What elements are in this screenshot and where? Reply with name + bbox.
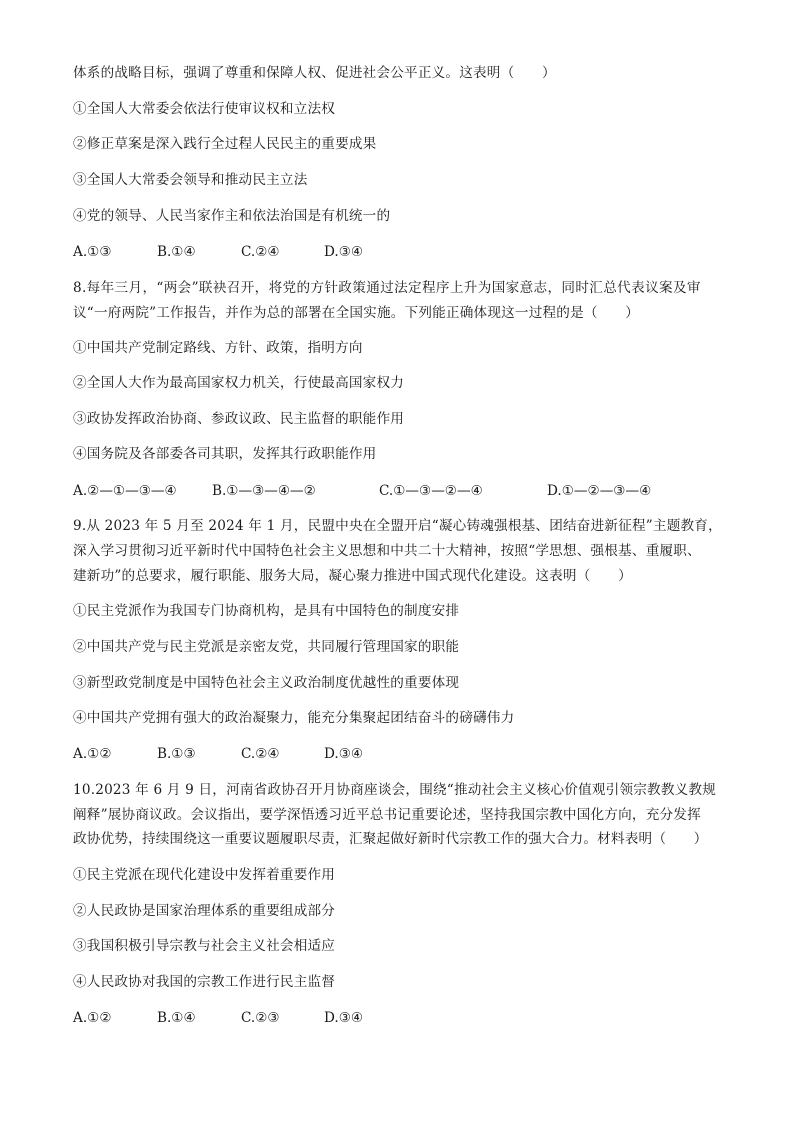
q10-item-1: ①民主党派在现代化建设中发挥着重要作用 <box>73 867 336 883</box>
q9-stem-line-2: 深入学习贯彻习近平新时代中国特色社会主义思想和中共二十大精神，按照“学思想、强根基、重履职、 <box>73 543 701 559</box>
q8-choice-d[interactable]: D.①—②—③—④ <box>547 483 652 499</box>
q9-item-1: ①民主党派作为我国专门协商机构，是具有中国特色的制度安排 <box>73 603 460 619</box>
q7-item-2: ②修正草案是深入践行全过程人民民主的重要成果 <box>73 136 377 152</box>
q7-choice-b[interactable]: B.①④ <box>157 244 196 260</box>
q8-choice-b[interactable]: B.①—③—④—② <box>212 483 316 499</box>
q10-choice-c[interactable]: C.②③ <box>241 1010 280 1026</box>
q9-item-2: ②中国共产党与民主党派是亲密友党，共同履行管理国家的职能 <box>73 639 460 655</box>
q7-item-3: ③全国人大常委会领导和推动民主立法 <box>73 172 308 188</box>
q8-choice-c[interactable]: C.①—③—②—④ <box>379 483 483 499</box>
q10-stem-line-3: 政协优势，持续围绕这一重要议题履职尽责，汇聚起做好新时代宗教工作的强大合力。材料表明（ ） <box>73 831 708 847</box>
q8-stem-line-2: 议“一府两院”工作报告，并作为总的部署在全国实施。下列能正确体现这一过程的是（ ） <box>73 305 640 321</box>
q7-choice-a[interactable]: A.①③ <box>73 244 112 260</box>
q10-item-2: ②人民政协是国家治理体系的重要组成部分 <box>73 903 336 919</box>
q9-stem-line-1: 9.从 2023 年 5 月至 2024 年 1 月，民盟中央在全盟开启“凝心铸魂强根基、团结奋进新征程”主题教育， <box>73 518 722 534</box>
q7-item-4: ④党的领导、人民当家作主和依法治国是有机统一的 <box>73 208 391 224</box>
q7-choice-c[interactable]: C.②④ <box>241 244 280 260</box>
q8-choice-a[interactable]: A.②—①—③—④ <box>73 483 177 499</box>
q7-stem-tail: 体系的战略目标，强调了尊重和保障人权、促进社会公平正义。这表明（ ） <box>73 65 556 81</box>
q8-item-3: ③政协发挥政治协商、参政议政、民主监督的职能作用 <box>73 411 405 427</box>
q8-stem-line-1: 8.每年三月，“两会”联袂召开，将党的方针政策通过法定程序上升为国家意志，同时汇总代表议案及审 <box>73 280 701 296</box>
q8-item-1: ①中国共产党制定路线、方针、政策，指明方向 <box>73 340 363 356</box>
q9-item-4: ④中国共产党拥有强大的政治凝聚力，能充分集聚起团结奋斗的磅礴伟力 <box>73 710 515 726</box>
q9-stem-line-3: 建新功”的总要求，履行职能、服务大局，凝心聚力推进中国式现代化建设。这表明（ ） <box>73 568 632 584</box>
q9-choice-a[interactable]: A.①② <box>73 746 112 762</box>
q8-item-4: ④国务院及各部委各司其职，发挥其行政职能作用 <box>73 446 377 462</box>
q9-choice-d[interactable]: D.③④ <box>324 746 364 762</box>
q10-item-3: ③我国积极引导宗教与社会主义社会相适应 <box>73 938 336 954</box>
q10-stem-line-1: 10.2023 年 6 月 9 日，河南省政协召开月协商座谈会，围绕“推动社会主义核心价值观引领宗教教义教规 <box>73 782 717 798</box>
q10-choice-d[interactable]: D.③④ <box>324 1010 364 1026</box>
q9-choice-b[interactable]: B.①③ <box>157 746 196 762</box>
q10-choice-b[interactable]: B.①④ <box>157 1010 196 1026</box>
q9-item-3: ③新型政党制度是中国特色社会主义政治制度优越性的重要体现 <box>73 675 460 691</box>
q10-stem-line-2: 阐释”展协商议政。会议指出，要学深悟透习近平总书记重要论述，坚持我国宗教中国化方向，充分发挥 <box>73 807 701 823</box>
q8-item-2: ②全国人大作为最高国家权力机关，行使最高国家权力 <box>73 375 405 391</box>
q7-item-1: ①全国人大常委会依法行使审议权和立法权 <box>73 101 336 117</box>
q10-choice-a[interactable]: A.①② <box>73 1010 112 1026</box>
q9-choice-c[interactable]: C.②④ <box>241 746 280 762</box>
q7-choice-d[interactable]: D.③④ <box>324 244 364 260</box>
q10-item-4: ④人民政协对我国的宗教工作进行民主监督 <box>73 974 336 990</box>
